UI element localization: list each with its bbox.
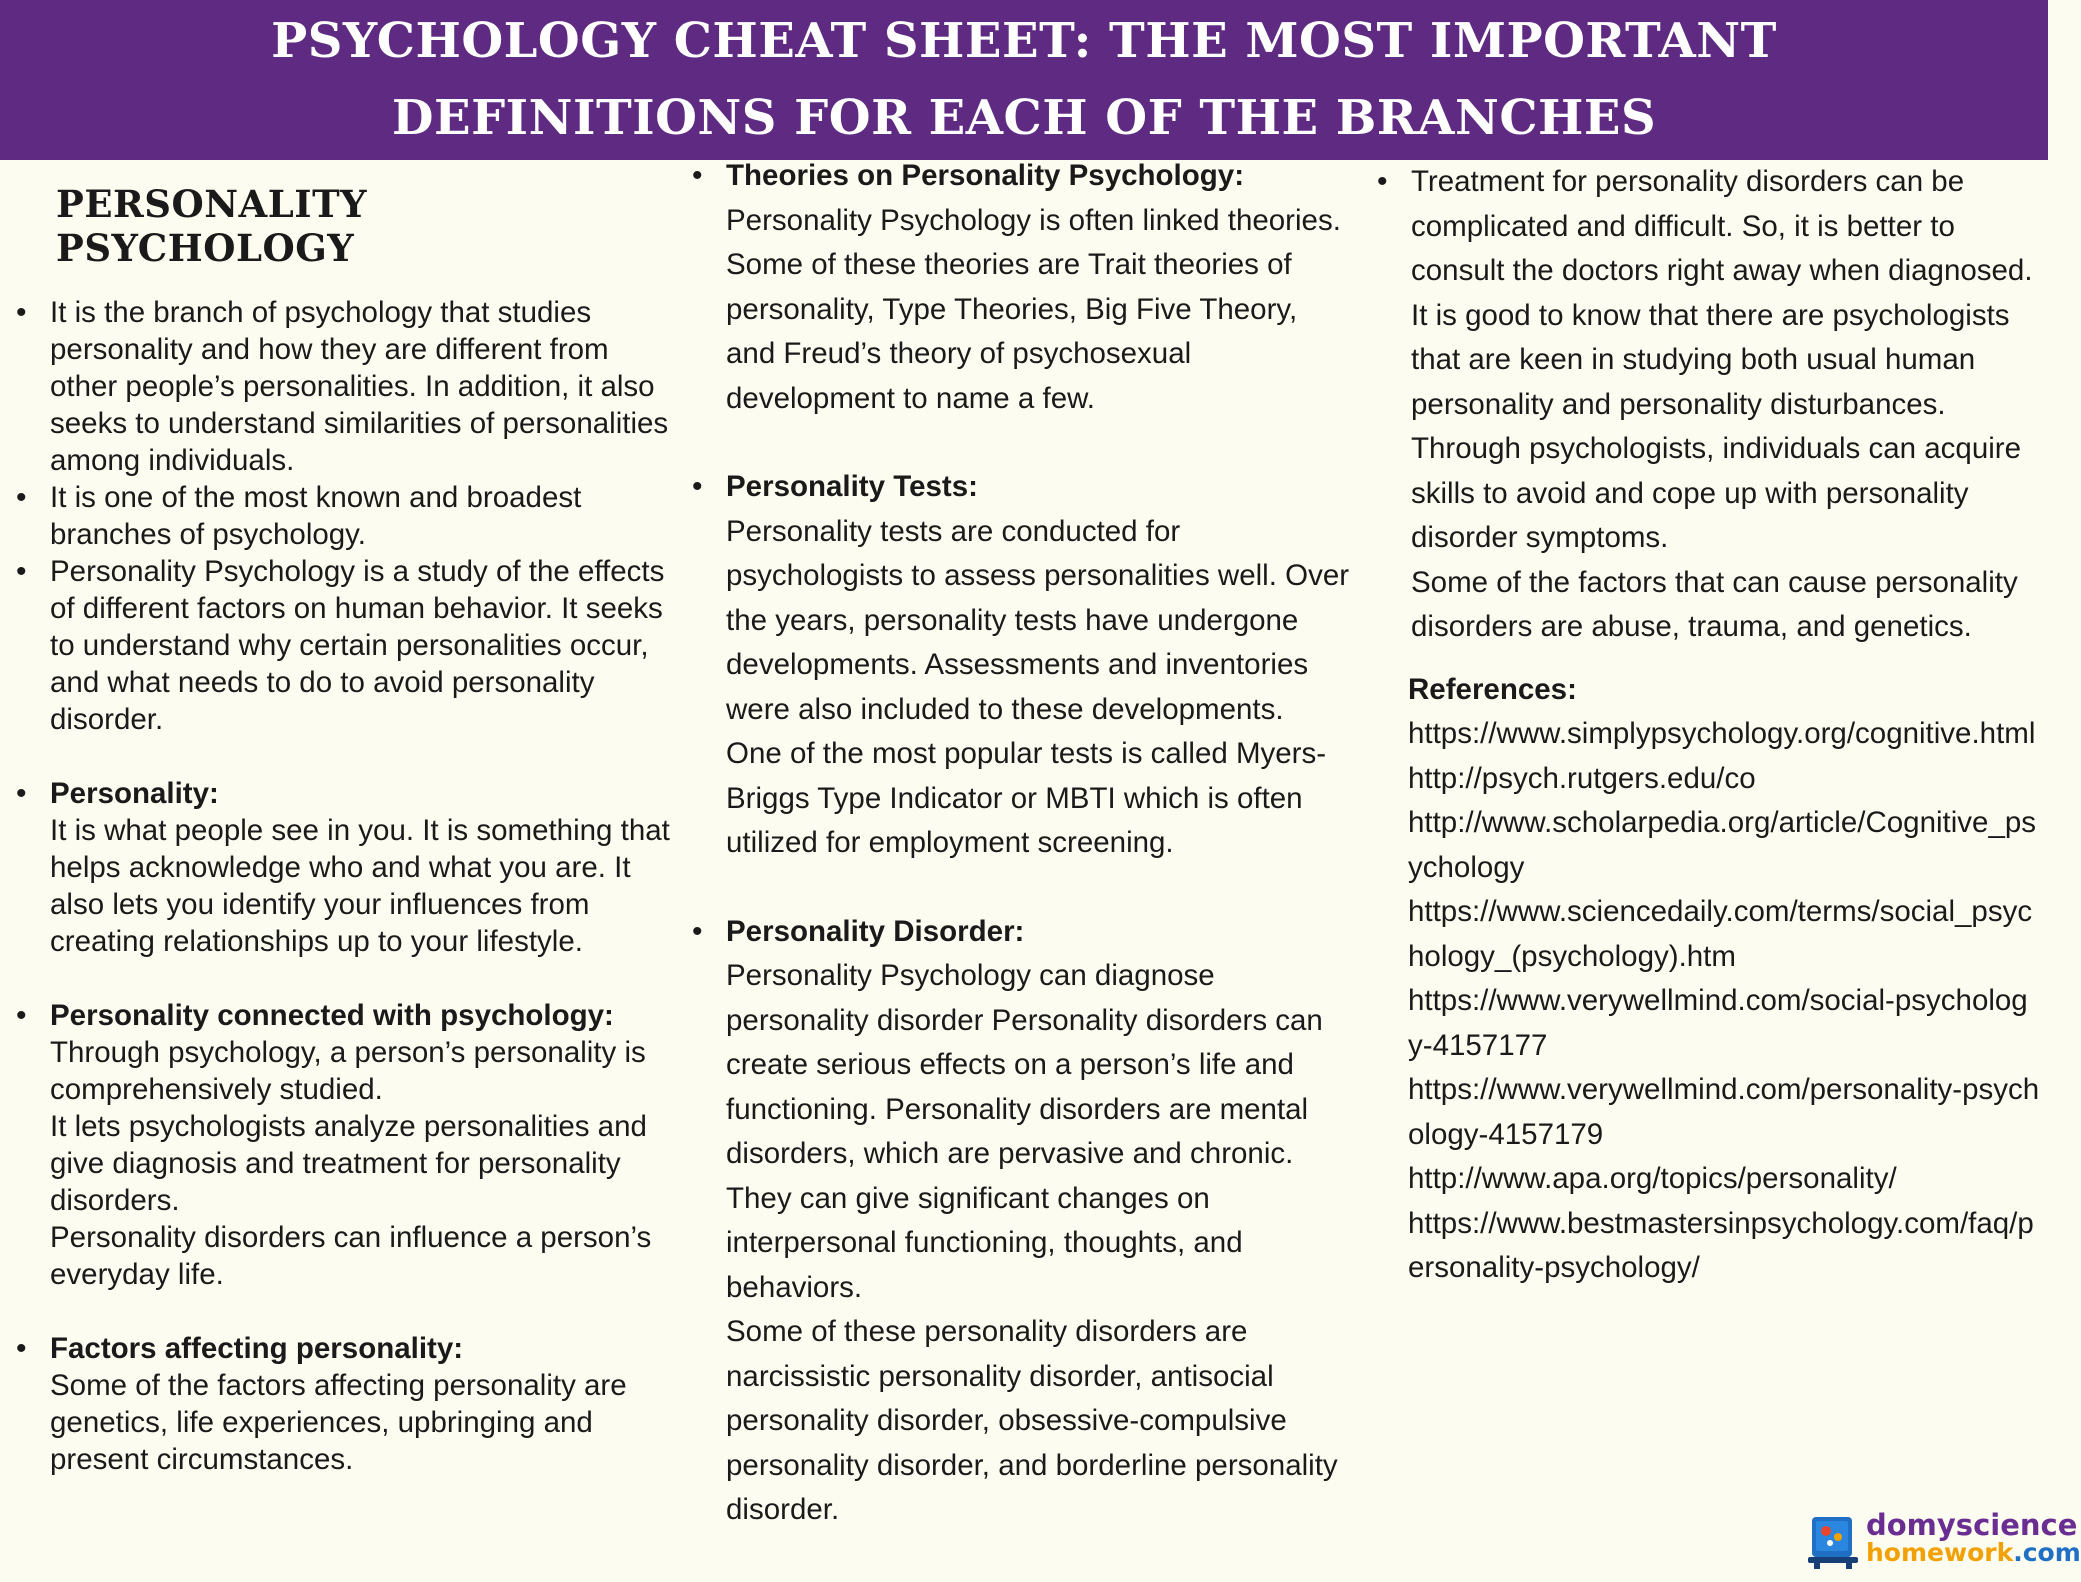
reference-link[interactable]: https://www.bestmastersinpsychology.com/faq/personality-psychology/ xyxy=(1408,1206,2034,1284)
list-item-tests xyxy=(690,465,1350,866)
reference-link[interactable]: http://www.scholarpedia.org/article/Cognitive_psychology xyxy=(1408,806,2037,884)
list-item-theories xyxy=(690,154,1350,421)
item-heading: • Personality Disorder: xyxy=(726,914,1025,948)
item-text: Through psychology, a person’s personality is comprehensively studied. xyxy=(50,1036,646,1106)
item-text: It is what people see in you. It is something that helps acknowledge who and what you are. It also lets you identify your influences from creating relationships up to your lifestyle. xyxy=(50,814,670,958)
item-heading: • Personality Tests: xyxy=(726,470,978,503)
list-item-treatment xyxy=(1375,160,2040,650)
list-item-connected xyxy=(14,997,674,1293)
reference-link[interactable]: https://www.verywellmind.com/personality-psychology-4157179 xyxy=(1408,1073,2040,1151)
column-3 xyxy=(1375,160,2040,1291)
list-item-disorder xyxy=(690,910,1350,1533)
list-item-personality xyxy=(14,775,674,960)
references-heading: References: xyxy=(1408,672,1577,706)
reference-link[interactable]: https://www.sciencedaily.com/terms/social_psychology_(psychology).htm xyxy=(1408,895,2033,973)
item-text: It is good to know that there are psychologists that are keen in studying both usual human personality and personality disturbances. xyxy=(1411,298,2010,421)
item-text: One of the most popular tests is called Myers-Briggs Type Indicator or MBTI which is often utilized for employment screening. xyxy=(726,737,1327,859)
intro-list xyxy=(14,294,674,738)
item-text: Through psychologists, individuals can acquire skills to avoid and cope up with personality disorder symptoms. xyxy=(1411,432,2022,554)
item-text: Some of the factors affecting personality are genetics, life experiences, upbringing and present circumstances. xyxy=(50,1369,627,1476)
column-2 xyxy=(690,154,1350,1533)
brand-logo[interactable] xyxy=(1806,1506,2081,1572)
item-text: Personality disorders can influence a person’s everyday life. xyxy=(50,1221,652,1291)
list-item: • It is one of the most known and broadest branches of psychology. xyxy=(14,479,674,553)
item-heading: • Theories on Personality Psychology: xyxy=(726,159,1245,192)
section-title: PERSONALITY PSYCHOLOGY xyxy=(56,182,368,270)
list-item-factors xyxy=(14,1330,674,1478)
page-title: PSYCHOLOGY CHEAT SHEET: THE MOST IMPORTANT DEFINITIONS FOR EACH OF THE BRANCHES xyxy=(271,13,1777,146)
reference-link[interactable]: https://www.verywellmind.com/social-psychology-4157177 xyxy=(1408,984,2028,1062)
logo-text-suffix: .com xyxy=(2013,1538,2081,1567)
item-heading: • Personality connected with psychology: xyxy=(50,999,614,1032)
item-heading: • Personality: xyxy=(50,777,219,810)
header-banner xyxy=(0,0,2048,160)
book-icon xyxy=(1806,1509,1860,1569)
item-text: Personality Psychology can diagnose personality disorder Personality disorders can create serious effects on a person’s life and functioning. Personality disorders are mental disorders, which are pervasive and chronic. They can give significant changes on interpersonal functioning, thoughts, and behaviors. xyxy=(726,959,1323,1304)
column-1 xyxy=(14,160,674,1478)
item-text: Some of these personality disorders are narcissistic personality disorder, antisocial personality disorder, obsessive-compulsive personality disorder, and borderline personality disorder. xyxy=(726,1315,1338,1526)
item-text: Personality tests are conducted for psychologists to assess personalities well. Over the years, personality tests have undergone developments. Assessments and inventories were also included to these developments. xyxy=(726,514,1350,726)
reference-link[interactable]: http://psych.rutgers.edu/co xyxy=(1408,761,1756,795)
item-text: Some of the factors that can cause personality disorders are abuse, trauma, and genetics. xyxy=(1411,565,2018,643)
list-item: • Personality Psychology is a study of the effects of different factors on human behavior. It seeks to understand why certain personalities occur, and what needs to do to avoid personality disorder. xyxy=(14,553,674,738)
reference-link[interactable]: https://www.simplypsychology.org/cognitive.html xyxy=(1408,717,2036,750)
logo-text-bottom: homework xyxy=(1866,1538,2014,1567)
reference-link[interactable]: http://www.apa.org/topics/personality/ xyxy=(1408,1162,1897,1195)
item-text: Personality Psychology is often linked theories. Some of these theories are Trait theories of personality, Type Theories, Big Five Theory, and Freud’s theory of psychosexual development to name a few. xyxy=(726,203,1341,415)
list-item: • It is the branch of psychology that studies personality and how they are different from other people’s personalities. In addition, it also seeks to understand similarities of personalities among individuals. xyxy=(14,294,674,479)
item-text: • Treatment for personality disorders can be complicated and difficult. So, it is better to consult the doctors right away when diagnosed. xyxy=(1411,165,2033,287)
item-text: It lets psychologists analyze personalities and give diagnosis and treatment for personality disorders. xyxy=(50,1110,647,1217)
item-heading: • Factors affecting personality: xyxy=(50,1332,464,1365)
logo-text-top: domyscience xyxy=(1866,1508,2078,1542)
